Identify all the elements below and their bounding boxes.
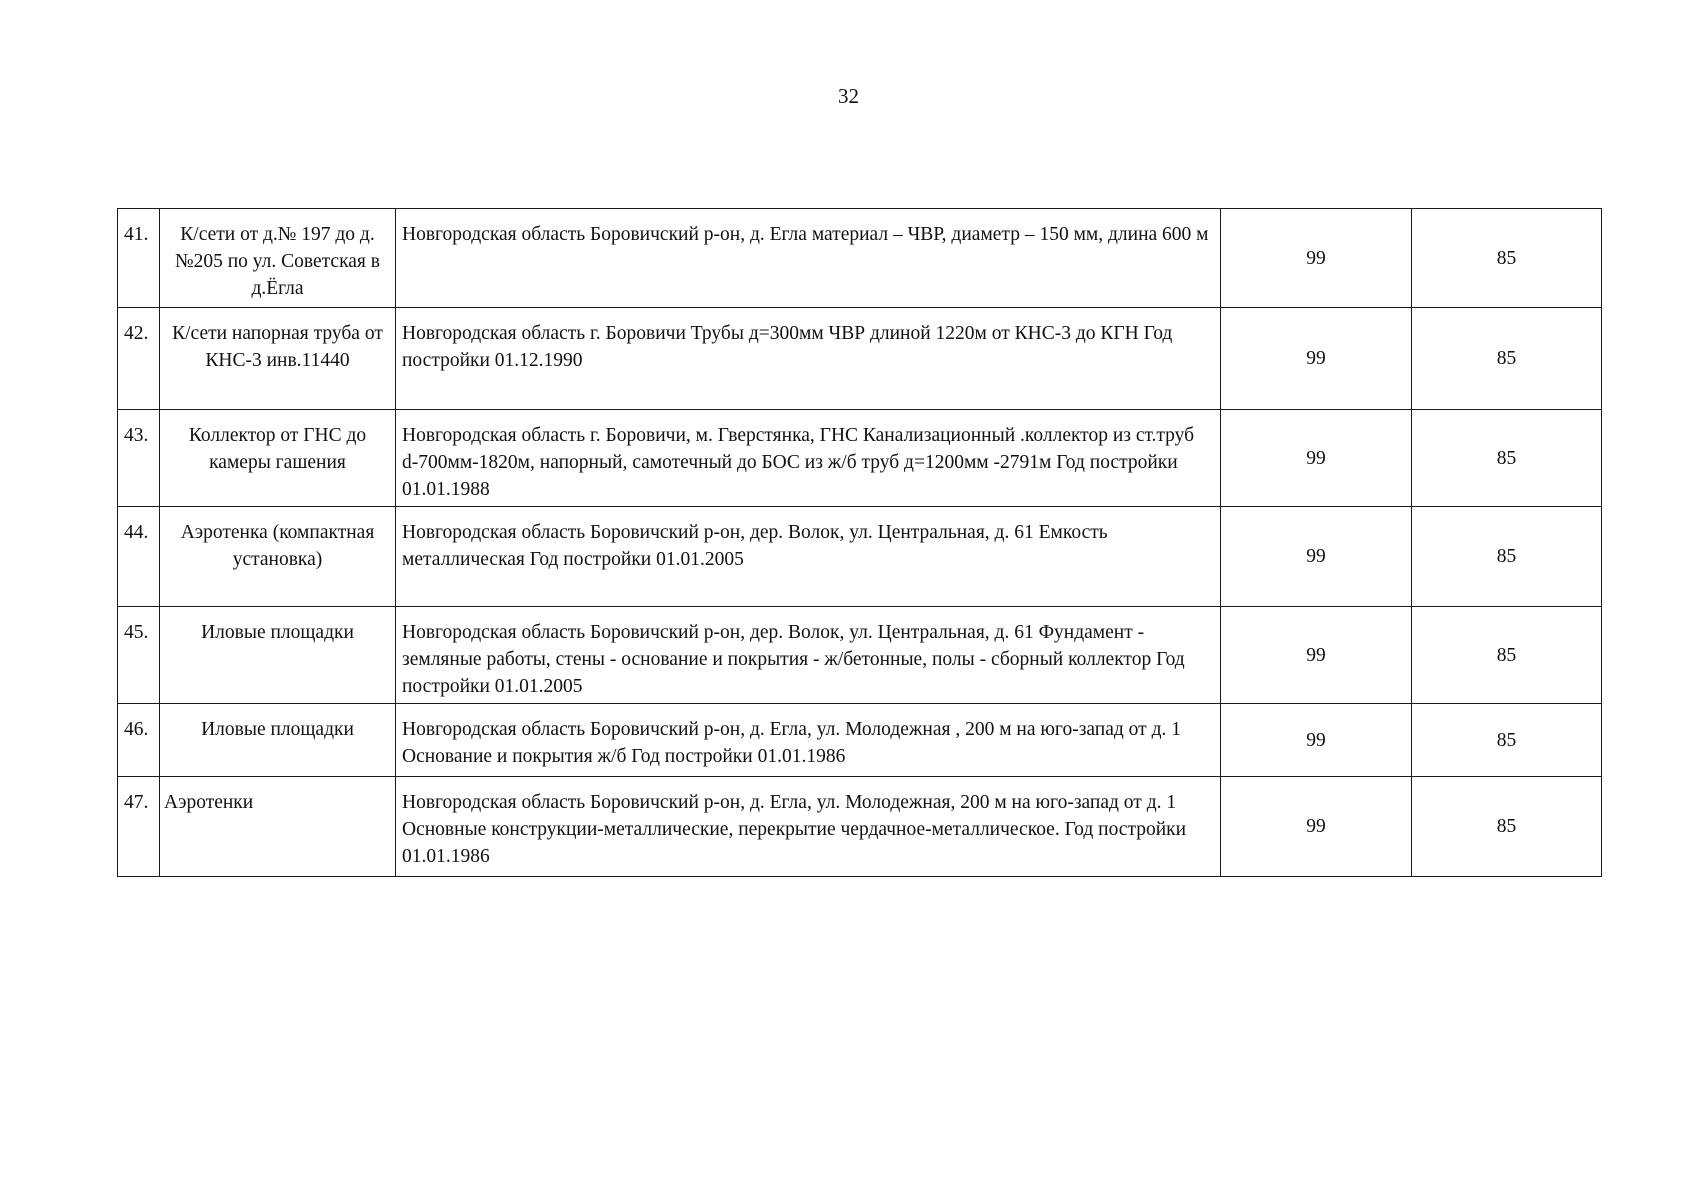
- table-row: [118, 704, 1602, 777]
- object-description: Новгородская область Боровичский р-он, д. Егла материал – ЧВР, диаметр – 150 мм, длина 600 м: [396, 209, 1221, 308]
- value-column-1: 99: [1221, 507, 1412, 607]
- object-name: Иловые площадки: [160, 607, 396, 704]
- object-description: Новгородская область Боровичский р-он, д. Егла, ул. Молодежная , 200 м на юго-запад от д. 1 Основание и покрытия ж/б Год постройки 01.01.1986: [396, 704, 1221, 777]
- row-number: 45.: [118, 607, 160, 704]
- object-description: Новгородская область г. Боровичи Трубы д=300мм ЧВР длиной 1220м от КНС-3 до КГН Год постройки 01.12.1990: [396, 308, 1221, 410]
- table-row: [118, 507, 1602, 607]
- object-description: Новгородская область Боровичский р-он, дер. Волок, ул. Центральная, д. 61 Фундамент - земляные работы, стены - основание и покрытия - ж/бетонные, полы - сборный коллектор Год постройки 01.01.2005: [396, 607, 1221, 704]
- value-column-1: 99: [1221, 777, 1412, 877]
- value-column-2: 85: [1412, 308, 1602, 410]
- object-description: Новгородская область Боровичский р-он, д. Егла, ул. Молодежная, 200 м на юго-запад от д. 1 Основные конструкции-металлические, перекрытие чердачное-металлическое. Год постройки 01.01.1986: [396, 777, 1221, 877]
- page-number: 32: [838, 84, 859, 108]
- row-number: 44.: [118, 507, 160, 607]
- object-name: К/сети от д.№ 197 до д.№205 по ул. Советская в д.Ёгла: [160, 209, 396, 308]
- row-number: 41.: [118, 209, 160, 308]
- table-row: [118, 777, 1602, 877]
- object-name: Аэротенки: [160, 777, 396, 877]
- object-description: Новгородская область г. Боровичи, м. Гверстянка, ГНС Канализационный .коллектор из ст.труб d-700мм-1820м, напорный, самотечный до БОС из ж/б труб д=1200мм -2791м Год постройки 01.01.1988: [396, 410, 1221, 507]
- value-column-2: 85: [1412, 704, 1602, 777]
- value-column-1: 99: [1221, 704, 1412, 777]
- row-number: 42.: [118, 308, 160, 410]
- object-name: Аэротенка (компактная установка): [160, 507, 396, 607]
- value-column-1: 99: [1221, 209, 1412, 308]
- object-name: К/сети напорная труба от КНС-3 инв.11440: [160, 308, 396, 410]
- value-column-1: 99: [1221, 410, 1412, 507]
- table-row: [118, 410, 1602, 507]
- row-number: 47.: [118, 777, 160, 877]
- table-row: [118, 209, 1602, 308]
- value-column-2: 85: [1412, 507, 1602, 607]
- table-row: [118, 607, 1602, 704]
- object-name: Иловые площадки: [160, 704, 396, 777]
- row-number: 43.: [118, 410, 160, 507]
- value-column-2: 85: [1412, 607, 1602, 704]
- value-column-2: 85: [1412, 410, 1602, 507]
- object-description: Новгородская область Боровичский р-он, дер. Волок, ул. Центральная, д. 61 Емкость металлическая Год постройки 01.01.2005: [396, 507, 1221, 607]
- value-column-1: 99: [1221, 308, 1412, 410]
- value-column-2: 85: [1412, 777, 1602, 877]
- object-name: Коллектор от ГНС до камеры гашения: [160, 410, 396, 507]
- table-row: [118, 308, 1602, 410]
- row-number: 46.: [118, 704, 160, 777]
- assets-table: [117, 208, 1602, 877]
- value-column-1: 99: [1221, 607, 1412, 704]
- value-column-2: 85: [1412, 209, 1602, 308]
